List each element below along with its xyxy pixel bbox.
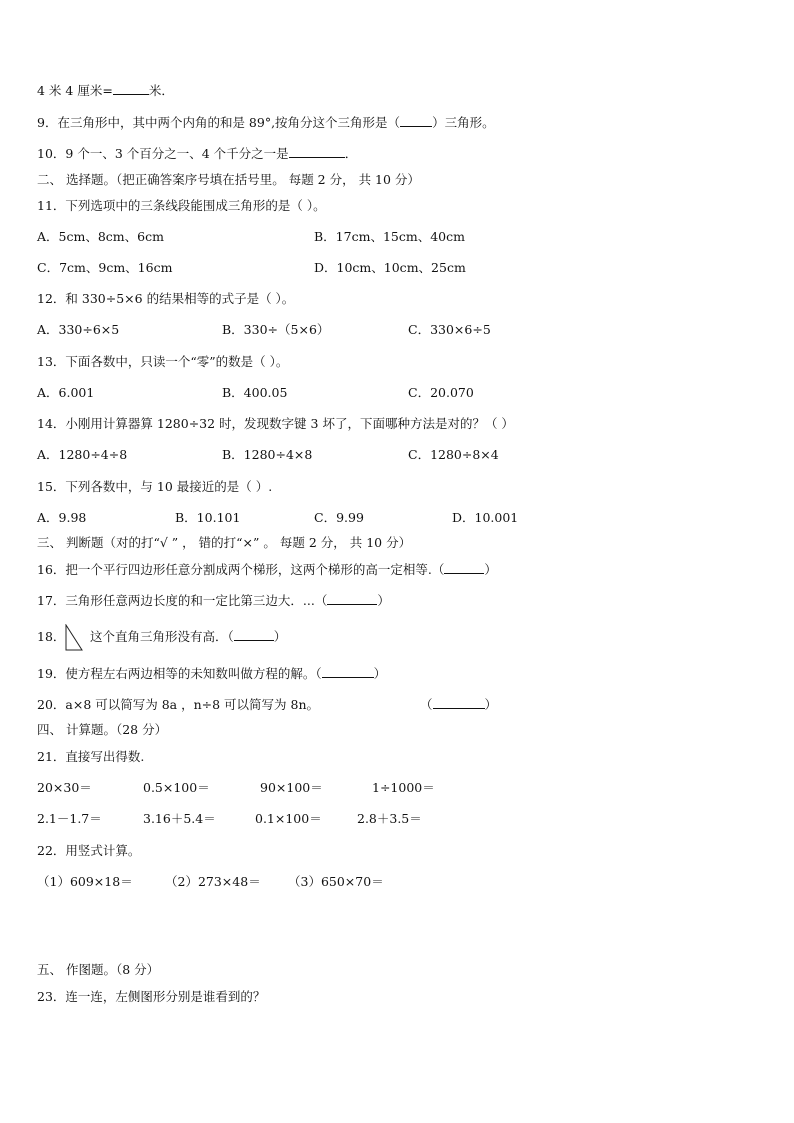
calc-item: 2.8＋3.5＝	[357, 811, 422, 826]
section-2-heading: 二、 选择题。（把正确答案序号填在括号里。 每题 2 分， 共 10 分）	[37, 172, 420, 187]
q20-bracket-close: ）	[484, 697, 498, 712]
question-22: 22．用竖式计算。	[37, 843, 141, 858]
question-16	[37, 561, 497, 579]
calc-item: 2.1－1.7＝	[37, 811, 102, 826]
q8-text: 4 米 4 厘米=	[37, 83, 113, 98]
q19-text: 19．使方程左右两边相等的未知数叫做方程的解。（	[37, 666, 322, 681]
question-13-stem: 13．下面各数中，只读一个“零”的数是（ ）。	[37, 354, 289, 369]
q16-text: 16．把一个平行四边形任意分割成两个梯形，这两个梯形的高一定相等.（	[37, 562, 445, 577]
calc-item: 3.16＋5.4＝	[143, 811, 216, 826]
q15-option-d[interactable]: D．10.001	[452, 510, 519, 525]
question-21: 21．直接写出得数.	[37, 749, 145, 764]
q11-option-a[interactable]: A．5cm、8cm、6cm	[37, 229, 164, 244]
question-15-stem: 15．下列各数中，与 10 最接近的是（ ）.	[37, 479, 273, 494]
section-4-heading: 四、 计算题。（28 分）	[37, 722, 168, 737]
question-12-stem: 12．和 330÷5×6 的结果相等的式子是（ ）。	[37, 291, 295, 306]
q17-bracket-close: ）	[377, 593, 390, 608]
answer-blank[interactable]	[444, 561, 484, 574]
vertical-calc-item: （3）650×70＝	[288, 874, 384, 889]
vertical-calc-item: （2）273×48＝	[165, 874, 261, 889]
q14-option-b[interactable]: B．1280÷4×8	[222, 447, 313, 462]
q8-unit: 米．	[148, 83, 174, 98]
q13-option-b[interactable]: B．400.05	[222, 385, 288, 400]
question-17	[37, 592, 390, 610]
q13-option-c[interactable]: C．20.070	[408, 385, 474, 400]
section-3-heading: 三、 判断题（对的打“√ ” ， 错的打“×” 。 每题 2 分， 共 10 分）	[37, 535, 412, 550]
question-20: 20．a×8 可以简写为 8a ，n÷8 可以简写为 8n。	[37, 697, 320, 712]
question-23: 23．连一连，左侧图形分别是谁看到的？	[37, 989, 266, 1004]
q15-option-b[interactable]: B．10.101	[175, 510, 241, 525]
calc-item: 90×100＝	[260, 780, 323, 795]
q12-option-b[interactable]: B．330÷（5×6）	[222, 322, 330, 337]
calc-item: 0.5×100＝	[143, 780, 210, 795]
answer-blank[interactable]	[322, 665, 374, 678]
q10-text: 10．9 个一、3 个百分之一、4 个千分之一是	[37, 146, 289, 161]
calc-item: 1÷1000＝	[372, 780, 435, 795]
answer-blank[interactable]	[327, 592, 377, 605]
calc-item: 0.1×100＝	[255, 811, 322, 826]
question-11-stem: 11．下列选项中的三条线段能围成三角形的是（ ）。	[37, 198, 326, 213]
q14-option-c[interactable]: C．1280÷8×4	[408, 447, 499, 462]
calc-item: 20×30＝	[37, 780, 92, 795]
q20-bracket-open: （	[420, 697, 433, 712]
answer-blank[interactable]	[400, 114, 432, 127]
answer-blank[interactable]	[433, 696, 485, 709]
answer-blank[interactable]	[289, 145, 345, 158]
q13-option-a[interactable]: A．6.001	[37, 385, 95, 400]
answer-blank[interactable]	[234, 628, 274, 641]
q11-option-c[interactable]: C．7cm、9cm、16cm	[37, 260, 173, 275]
q11-option-b[interactable]: B．17cm、15cm、40cm	[314, 229, 465, 244]
right-triangle-figure	[64, 624, 84, 652]
vertical-calc-item: （1）609×18＝	[37, 874, 133, 889]
question-9	[37, 114, 495, 132]
q9-text: 9．在三角形中，其中两个内角的和是 89°,按角分这个三角形是（	[37, 115, 401, 130]
question-20-answer	[420, 696, 497, 714]
q12-option-c[interactable]: C．330×6÷5	[408, 322, 491, 337]
q16-bracket-close: ）	[484, 562, 497, 577]
q19-bracket-close: ）	[373, 666, 387, 681]
section-5-heading: 五、 作图题。（8 分）	[37, 962, 160, 977]
q10-text-end: ．	[344, 146, 358, 161]
q11-option-d[interactable]: D．10cm、10cm、25cm	[314, 260, 466, 275]
question-10	[37, 145, 357, 163]
q12-option-a[interactable]: A．330÷6×5	[37, 322, 120, 337]
q18-bracket-close: ）	[273, 629, 287, 644]
question-8-tail	[37, 82, 174, 100]
q18-text: 这个直角三角形没有高．（	[90, 629, 234, 644]
question-18-text	[90, 628, 286, 646]
question-18	[37, 628, 65, 646]
q9-text-end: ）三角形。	[432, 115, 495, 130]
q18-number: 18．	[37, 629, 66, 644]
question-14-stem: 14．小刚用计算器算 1280÷32 时，发现数字键 3 坏了，下面哪种方法是对的？（ ）	[37, 416, 514, 431]
q14-option-a[interactable]: A．1280÷4÷8	[37, 447, 128, 462]
q15-option-c[interactable]: C．9.99	[314, 510, 364, 525]
q15-option-a[interactable]: A．9.98	[37, 510, 87, 525]
q17-text: 17．三角形任意两边长度的和一定比第三边大．...（	[37, 593, 328, 608]
question-19	[37, 665, 386, 683]
answer-blank[interactable]	[113, 82, 149, 95]
